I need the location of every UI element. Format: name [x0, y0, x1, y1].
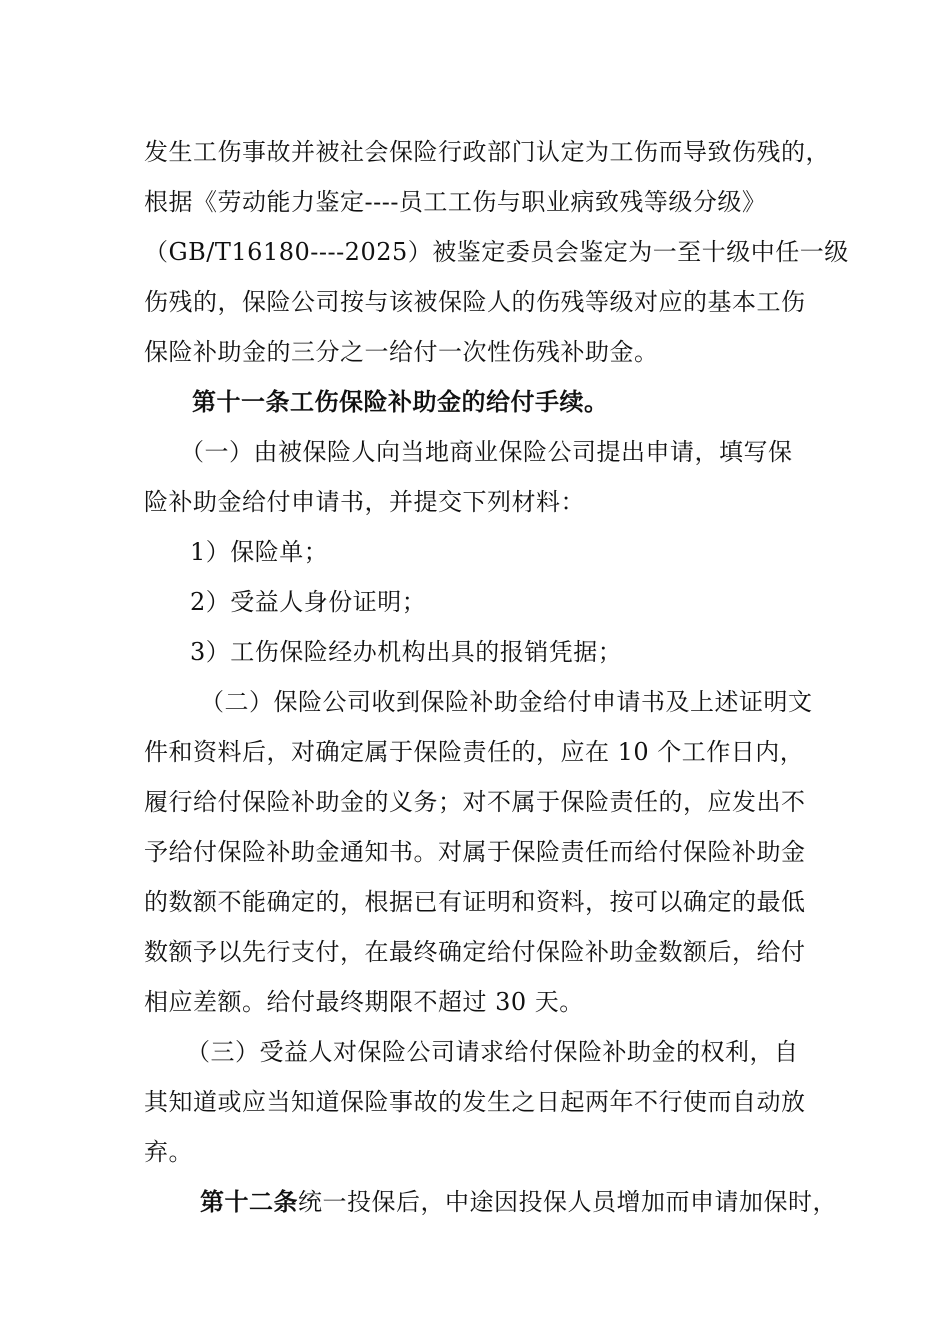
- clause-1-line: （一）由被保险人向当地商业保险公司提出申请，填写保: [180, 438, 793, 466]
- paragraph-line: 伤残的，保险公司按与该被保险人的伤残等级对应的基本工伤: [144, 288, 806, 316]
- paragraph-line: 发生工伤事故并被社会保险行政部门认定为工伤而导致伤残的，: [144, 138, 830, 166]
- paragraph-line: 保险补助金的三分之一给付一次性伤残补助金。: [144, 338, 659, 366]
- clause-2-line: 予给付保险补助金通知书。对属于保险责任而给付保险补助金: [144, 838, 806, 866]
- clause-3-line: 弃。: [144, 1138, 193, 1166]
- clause-2-line: 件和资料后，对确定属于保险责任的，应在 10 个工作日内，: [144, 738, 805, 766]
- paragraph-line: 根据《劳动能力鉴定----员工工伤与职业病致残等级分级》: [144, 188, 767, 216]
- clause-2-line: 数额予以先行支付，在最终确定给付保险补助金数额后，给付: [144, 938, 806, 966]
- material-item: 2）受益人身份证明；: [190, 588, 427, 616]
- clause-2-line: 相应差额。给付最终期限不超过 30 天。: [144, 988, 584, 1016]
- clause-1-line: 险补助金给付申请书，并提交下列材料：: [144, 488, 585, 516]
- article-12-line: [200, 1182, 837, 1222]
- clause-2-line: 的数额不能确定的，根据已有证明和资料，按可以确定的最低: [144, 888, 806, 916]
- paragraph-line: （GB/T16180----2025）被鉴定委员会鉴定为一至十级中任一级: [144, 238, 849, 266]
- clause-3-line: 其知道或应当知道保险事故的发生之日起两年不行使而自动放: [144, 1088, 806, 1116]
- material-item: 3）工伤保险经办机构出具的报销凭据；: [190, 638, 623, 666]
- article-11-heading: 第十一条工伤保险补助金的给付手续。: [192, 387, 609, 416]
- material-item: 1）保险单；: [190, 538, 329, 566]
- article-12-text: 统一投保后，中途因投保人员增加而申请加保时，: [298, 1188, 837, 1216]
- clause-2-line: （二）保险公司收到保险补助金给付申请书及上述证明文: [200, 688, 813, 716]
- article-12-heading: 第十二条: [200, 1187, 298, 1216]
- clause-2-line: 履行给付保险补助金的义务；对不属于保险责任的，应发出不: [144, 788, 806, 816]
- clause-3-line: （三）受益人对保险公司请求给付保险补助金的权利，自: [186, 1038, 799, 1066]
